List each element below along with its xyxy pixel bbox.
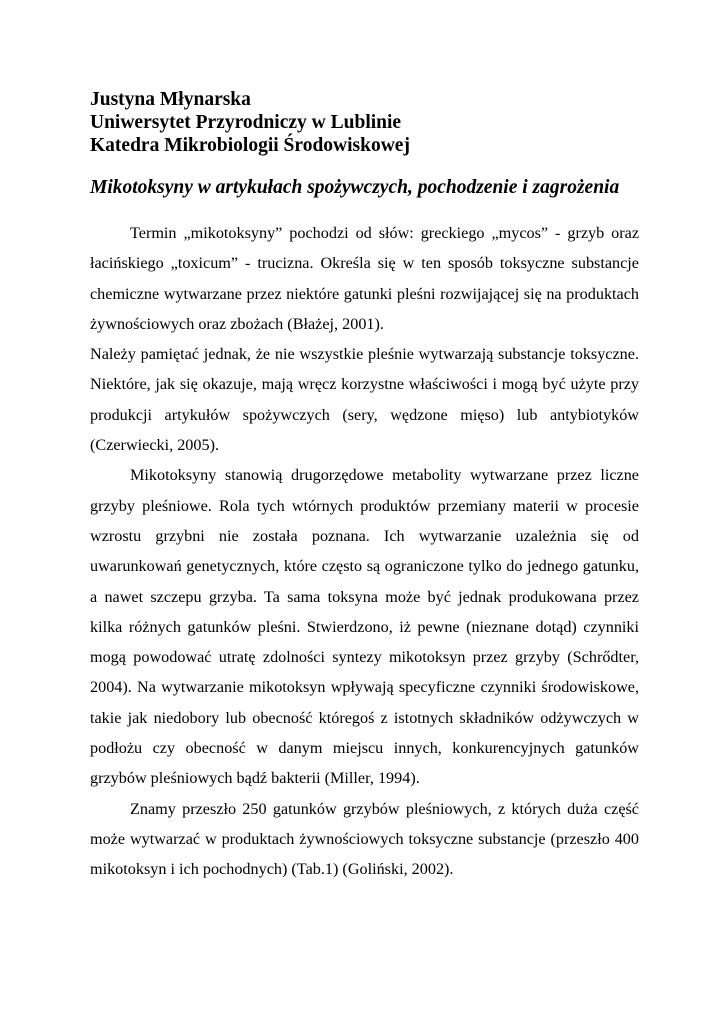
author-block (90, 88, 650, 157)
body-text (90, 218, 639, 885)
paragraph-4: Znamy przeszło 250 gatunków grzybów pleśniowych, z których duża część może wytwarzać w produktach żywnościowych toksyczne substancje (przeszło 400 mikotoksyn i ich pochodnych) (Tab.1) (Goliński, 2002). (90, 799, 639, 879)
author-name: Justyna Młynarska (90, 89, 251, 110)
department-name: Katedra Mikrobiologii Środowiskowej (90, 135, 410, 156)
paragraph-3: Mikotoksyny stanowią drugorzędowe metabolity wytwarzane przez liczne grzyby pleśniowe. Rola tych wtórnych produktów przemiany materii w procesie wzrostu grzybni nie została poznana. Ich wytwarzanie uzależnia się od uwarunkowań genetycznych, które często są ograniczone tylko do jednego gatunku, a nawet szczepu grzyba. Ta sama toksyna może być jednak produkowana przez kilka różnych gatunków pleśni. Stwierdzono, iż pewne (nieznane dotąd) czynniki mogą powodować utratę zdolności syntezy mikotoksyn przez grzyby (Schrődter, 2004). Na wytwarzanie mikotoksyn wpływają specyficzne czynniki środowiskowe, takie jak niedobory lub obecność któregoś z istotnych składników odżywczych w podłożu czy obecność w danym miejscu innych, konkurencyjnych gatunków grzybów pleśniowych bądź bakterii (Miller, 1994). (90, 466, 639, 788)
document-title: Mikotoksyny w artykułach spożywczych, pochodzenie i zagrożenia (90, 177, 620, 198)
paragraph-1: Termin „mikotoksyny” pochodzi od słów: greckiego „mycos” - grzyb oraz łacińskiego „toxicum” - trucizna. Określa się w ten sposób toksyczne substancje chemiczne wytwarzane przez niektóre gatunki pleśni rozwijającej się na produktach żywnościowych oraz zbożach (Błażej, 2001). (90, 224, 639, 333)
paragraph-2: Należy pamiętać jednak, że nie wszystkie pleśnie wytwarzają substancje toksyczne. Niektóre, jak się okazuje, mają wręcz korzystne właściwości i mogą być użyte przy produkcji artykułów spożywczych (sery, wędzone mięso) lub antybiotyków (Czerwiecki, 2005). (90, 345, 639, 455)
university-name: Uniwersytet Przyrodniczy w Lublinie (90, 112, 402, 133)
